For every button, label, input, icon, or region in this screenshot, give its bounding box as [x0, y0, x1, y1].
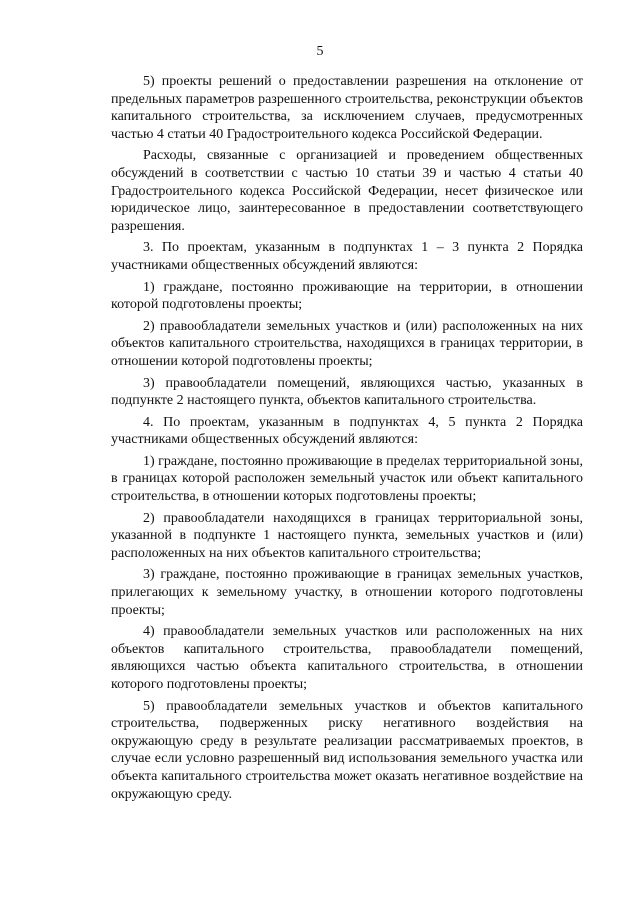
paragraph-item-5-projects: 5) проекты решений о предоставлении разрешения на отклонение от предельных параметров разрешенного строительства, реконструкции объектов капитального строительства, за исключением случаев, предусмотренных частью 4 статьи 40 Градостроительного кодекса Российской Федерации.: [111, 74, 583, 142]
paragraph-section-3: 3. По проектам, указанным в подпунктах 1 – 3 пункта 2 Порядка участниками общественных обсуждений являются:: [111, 240, 583, 273]
page-number: 5: [316, 44, 324, 59]
paragraph-expenses: Расходы, связанные с организацией и проведением общественных обсуждений в соответствии с частью 10 статьи 39 и частью 4 статьи 40 Градостроительного кодекса Российской Федерации, несет физическое или юридическое лицо, заинтересованное в предоставлении соответствующего разрешения.: [111, 148, 583, 234]
paragraph-section-4-item-2: 2) правообладатели находящихся в границах территориальной зоны, указанной в подпункте 1 настоящего пункта, земельных участков и (или) расположенных на них объектов капитального строительства;: [111, 510, 583, 561]
document-body: [111, 73, 583, 803]
paragraph-section-4-item-4: 4) правообладатели земельных участков или расположенных на них объектов капитального строительства, правообладатели помещений, являющихся частью объекта капитального строительства, в отношении которого подготовлены проекты;: [111, 624, 583, 692]
paragraph-section-3-item-2: 2) правообладатели земельных участков и (или) расположенных на них объектов капитального строительства, находящихся в границах территории, в отношении которой подготовлены проекты;: [111, 318, 583, 369]
paragraph-section-3-item-3: 3) правообладатели помещений, являющихся частью, указанных в подпункте 2 настоящего пункта, объектов капитального строительства.: [111, 375, 583, 409]
paragraph-section-4: 4. По проектам, указанным в подпунктах 4, 5 пункта 2 Порядка участниками общественных обсуждений являются:: [111, 414, 583, 448]
paragraph-section-4-item-1: 1) граждане, постоянно проживающие в пределах территориальной зоны, в границах которой расположен земельный участок или объект капитального строительства, в отношении которых подготовлены проекты;: [111, 453, 583, 505]
paragraph-section-4-item-5: 5) правообладатели земельных участков и объектов капитального строительства, подверженных риску негативного воздействия на окружающую среду в результате реализации рассматриваемых проектов, в случае если условно разрешенный вид использования земельного участка или объекта капитального строительства может оказать негативное воздействие на окружающую среду.: [111, 698, 583, 802]
paragraph-section-4-item-3: 3) граждане, постоянно проживающие в границах земельных участков, прилегающих к земельному участку, в отношении которого подготовлены проекты;: [111, 567, 583, 618]
paragraph-section-3-item-1: 1) граждане, постоянно проживающие на территории, в отношении которой подготовлены проекты;: [111, 279, 583, 313]
